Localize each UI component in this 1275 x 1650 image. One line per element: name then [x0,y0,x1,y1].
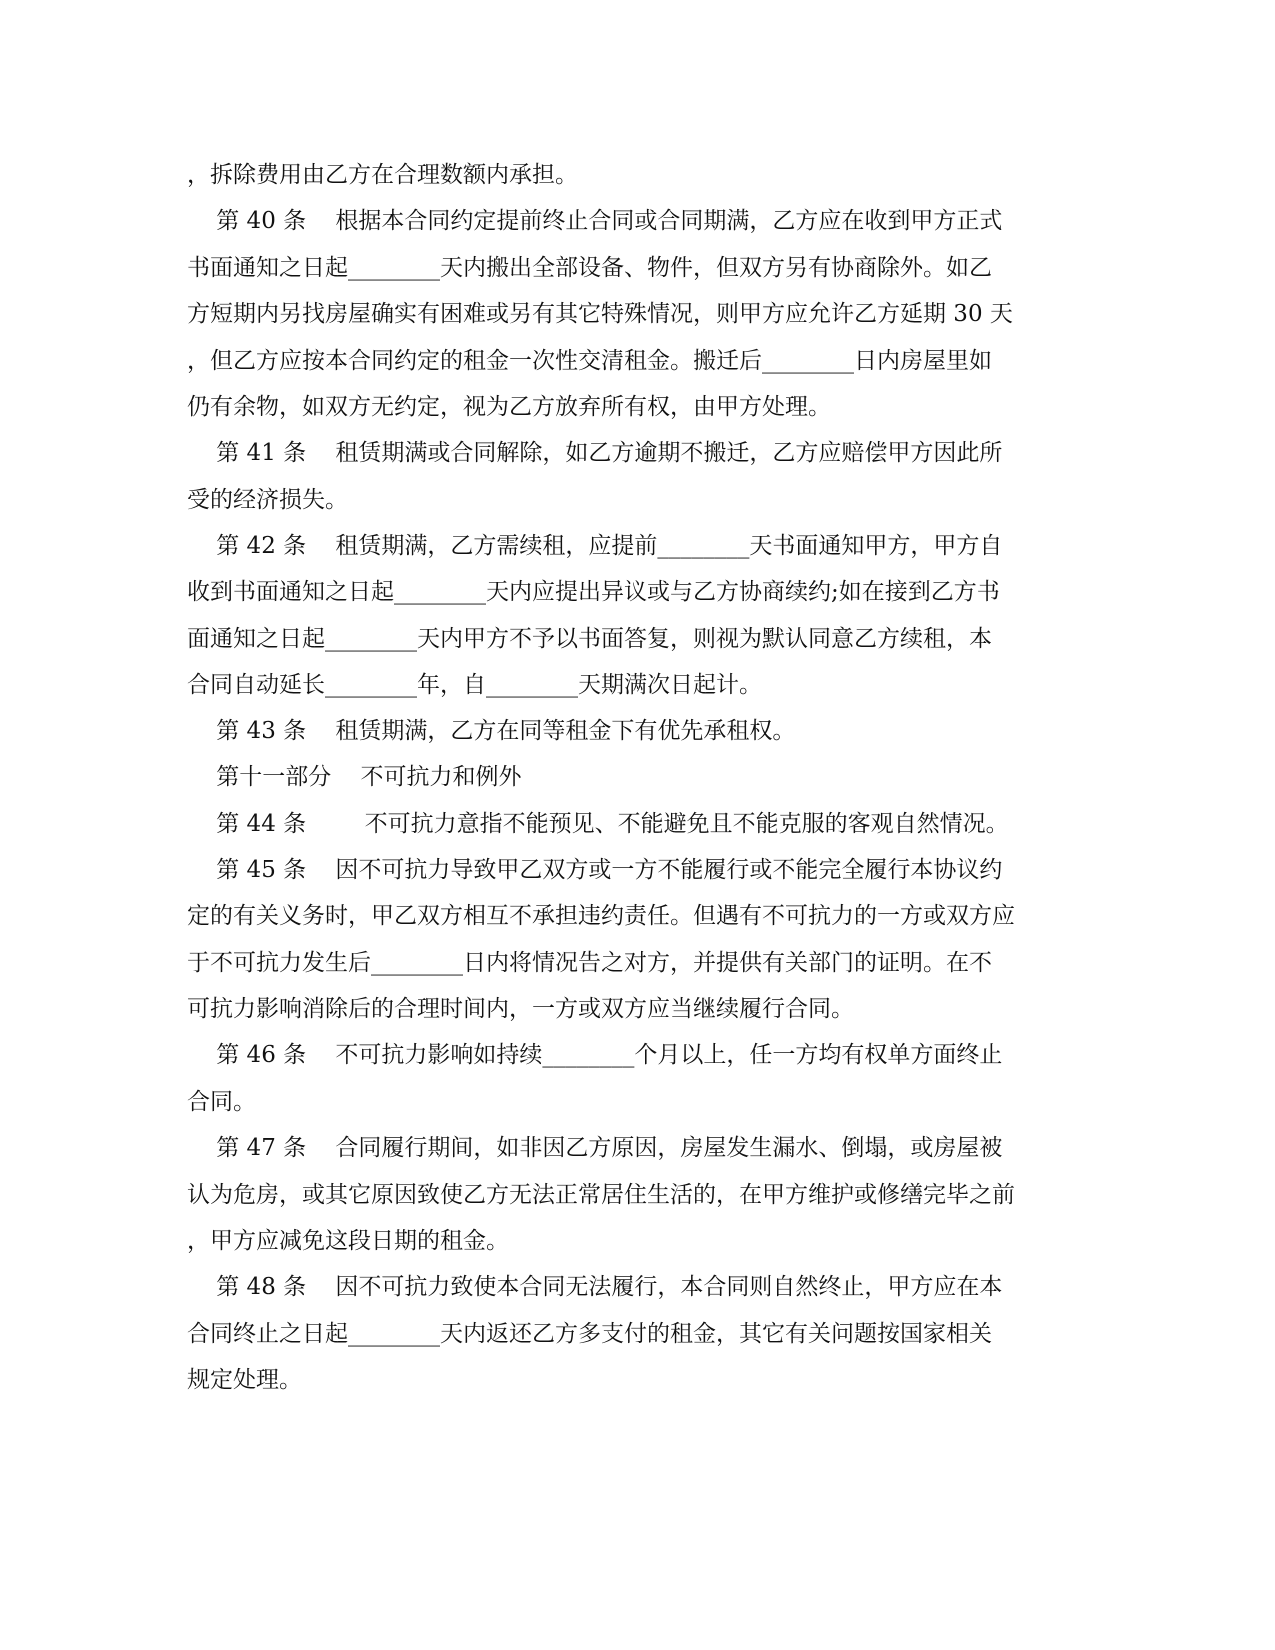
text-line: 仍有余物，如双方无约定，视为乙方放弃所有权，由甲方处理。 [187,394,831,420]
text-line: 第 40 条 根据本合同约定提前终止合同或合同期满，乙方应在收到甲方正式 [187,208,1003,234]
text-line: 第 42 条 租赁期满，乙方需续租，应提前________天书面通知甲方，甲方自 [187,533,1003,559]
text-line: 第 41 条 租赁期满或合同解除，如乙方逾期不搬迁，乙方应赔偿甲方因此所 [187,440,1003,466]
text-line: 认为危房，或其它原因致使乙方无法正常居住生活的，在甲方维护或修缮完毕之前 [187,1182,1015,1208]
text-line: 第 44 条 不可抗力意指不能预见、不能避免且不能克服的客观自然情况。 [187,811,1009,837]
text-line: 受的经济损失。 [187,487,348,513]
text-line: ，甲方应减免这段日期的租金。 [187,1228,509,1254]
text-line: 第 43 条 租赁期满，乙方在同等租金下有优先承租权。 [187,718,796,744]
text-line: ，拆除费用由乙方在合理数额内承担。 [187,162,578,188]
text-line: 第 47 条 合同履行期间，如非因乙方原因，房屋发生漏水、倒塌，或房屋被 [187,1135,1003,1161]
text-line: 第 48 条 因不可抗力致使本合同无法履行，本合同则自然终止，甲方应在本 [187,1274,1003,1300]
section-heading: 第十一部分 不可抗力和例外 [187,764,522,790]
text-line: 第 45 条 因不可抗力导致甲乙双方或一方不能履行或不能完全履行本协议约 [187,857,1003,883]
text-line: 方短期内另找房屋确实有困难或另有其它特殊情况，则甲方应允许乙方延期 30 天 [187,301,1013,327]
text-line: 合同。 [187,1089,256,1115]
text-line: ，但乙方应按本合同约定的租金一次性交清租金。搬迁后________日内房屋里如 [187,348,992,374]
text-line: 第 46 条 不可抗力影响如持续________个月以上，任一方均有权单方面终止 [187,1042,1003,1068]
text-line: 面通知之日起________天内甲方不予以书面答复，则视为默认同意乙方续租，本 [187,626,992,652]
text-line: 收到书面通知之日起________天内应提出异议或与乙方协商续约;如在接到乙方书 [187,579,1000,605]
text-line: 书面通知之日起________天内搬出全部设备、物件，但双方另有协商除外。如乙 [187,255,992,281]
text-line: 规定处理。 [187,1367,302,1393]
text-line: 可抗力影响消除后的合理时间内，一方或双方应当继续履行合同。 [187,996,854,1022]
text-line: 定的有关义务时，甲乙双方相互不承担违约责任。但遇有不可抗力的一方或双方应 [187,903,1015,929]
text-line: 于不可抗力发生后________日内将情况告之对方，并提供有关部门的证明。在不 [187,950,992,976]
text-line: 合同自动延长________年，自________天期满次日起计。 [187,672,762,698]
text-line: 合同终止之日起________天内返还乙方多支付的租金，其它有关问题按国家相关 [187,1321,992,1347]
